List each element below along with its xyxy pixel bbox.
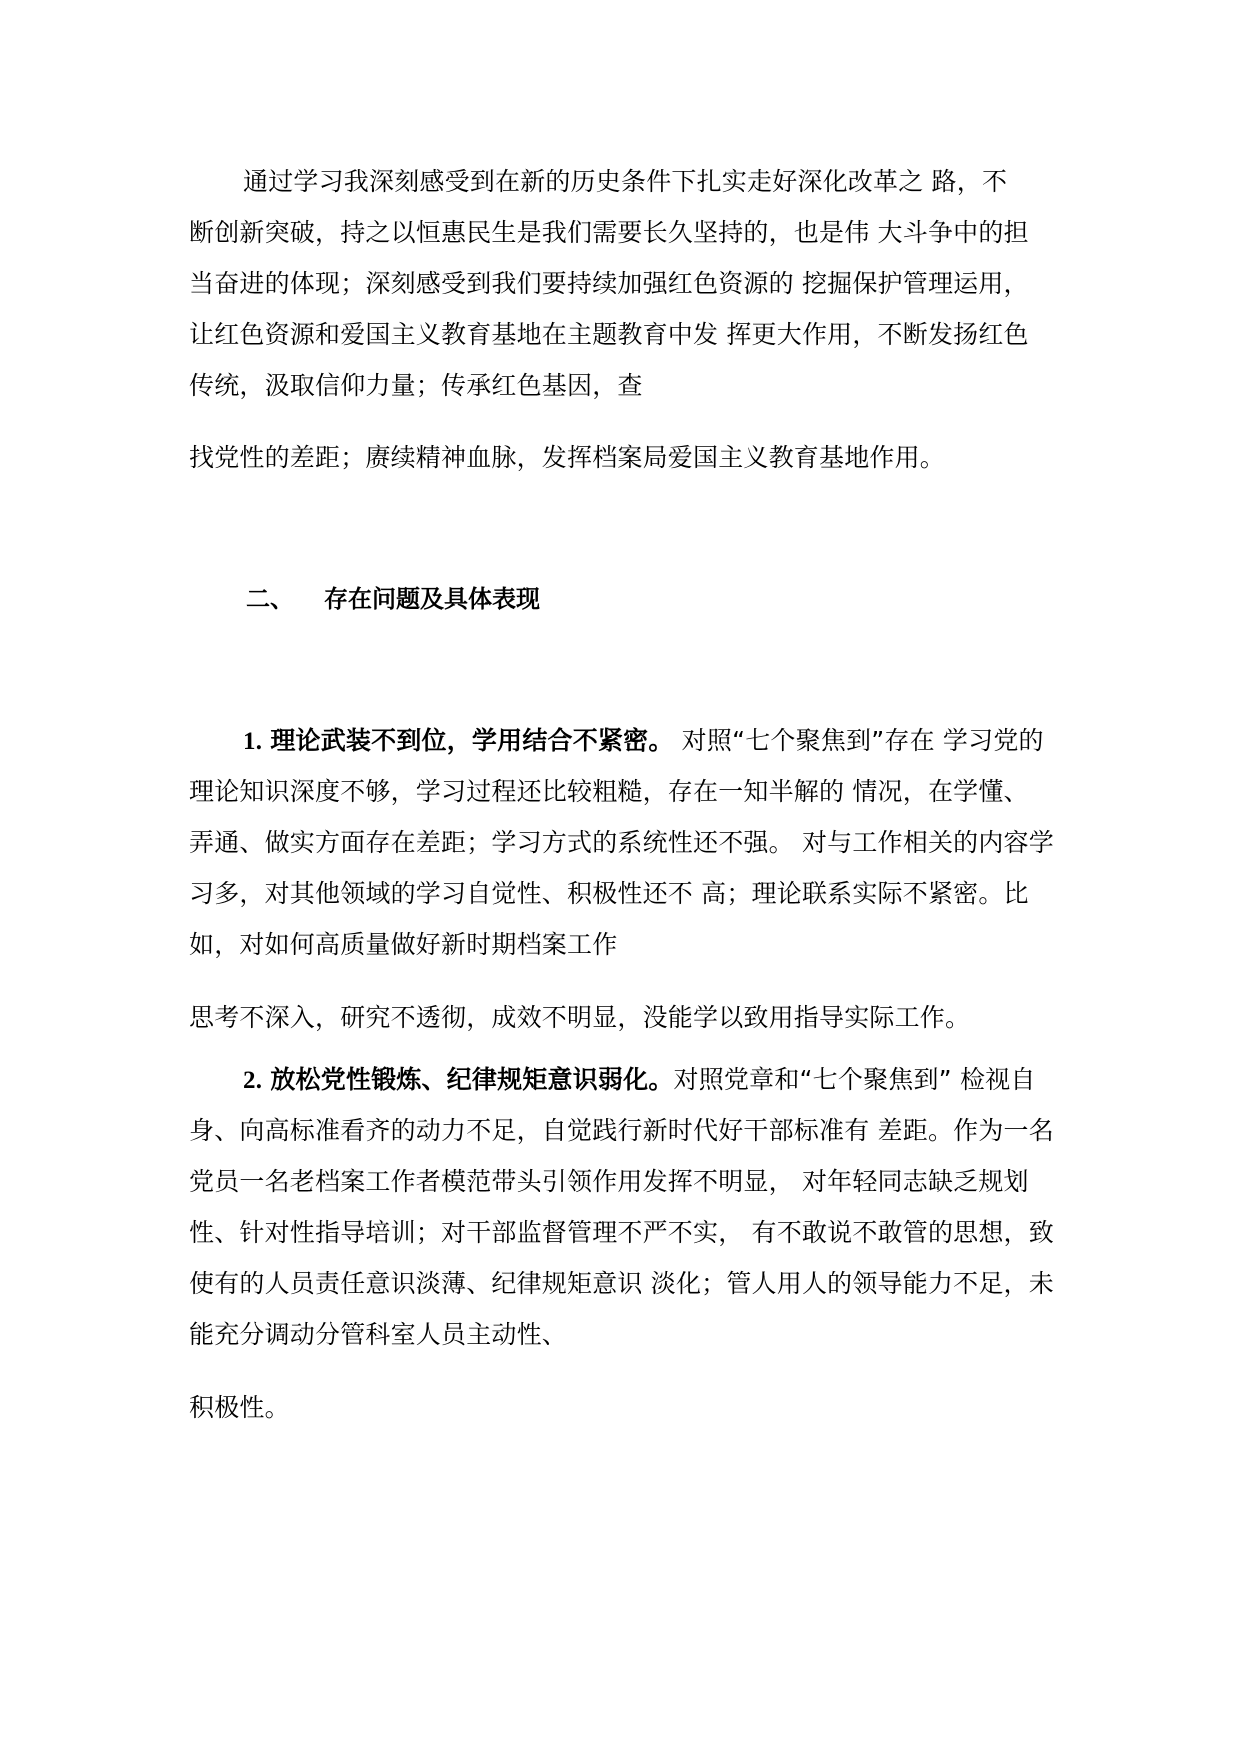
paragraph-line: 找党性的差距；赓续精神血脉，发挥档案局爱国主义教育基地作用。 — [189, 443, 946, 472]
item-line: 如，对如何高质量做好新时期档案工作 — [189, 930, 618, 959]
section-heading — [246, 584, 540, 614]
paragraph-line: 当奋进的体现；深刻感受到我们要持续加强红色资源的 挖掘保护管理运用， — [189, 269, 1029, 298]
paragraph-line: 让红色资源和爱国主义教育基地在主题教育中发 挥更大作用，不断发扬红色 — [189, 320, 1029, 349]
item-line: 理论知识深度不够，学习过程还比较粗糙，存在一知半解的 情况，在学懂、 — [189, 777, 1029, 806]
item-title: 放松党性锻炼、纪律规矩意识弱化。 — [270, 1065, 674, 1094]
item-line: 使有的人员责任意识淡薄、纪律规矩意识 淡化；管人用人的领导能力不足，未 — [189, 1269, 1054, 1298]
item-text: 对照“七个聚焦到”存在 学习党的 — [673, 726, 1044, 755]
item-number: 2. — [243, 1067, 263, 1094]
item-title: 理论武装不到位，学用结合不紧密。 — [270, 726, 674, 755]
item-line: 能充分调动分管科室人员主动性、 — [189, 1320, 568, 1349]
item-text: 对照党章和“七个聚焦到” 检视自 — [673, 1065, 1036, 1094]
item-line: 习多，对其他领域的学习自觉性、积极性还不 高；理论联系实际不紧密。比 — [189, 879, 1029, 908]
item-line: 身、向高标准看齐的动力不足，自觉践行新时代好干部标准有 差距。作为一名 — [189, 1116, 1054, 1145]
paragraph-line: 断创新突破，持之以恒惠民生是我们需要长久坚持的，也是伟 大斗争中的担 — [189, 218, 1029, 247]
item-line: 思考不深入，研究不透彻，成效不明显，没能学以致用指导实际工作。 — [189, 1003, 971, 1032]
item-line — [243, 1065, 1036, 1096]
item-number: 1. — [243, 728, 263, 755]
item-line: 积极性。 — [189, 1393, 290, 1422]
paragraph-line: 通过学习我深刻感受到在新的历史条件下扎实走好深化改革之 路，不 — [243, 167, 1008, 196]
item-line — [243, 726, 1044, 757]
section-number: 二、 — [246, 585, 294, 613]
paragraph-line: 传统，汲取信仰力量；传承红色基因，查 — [189, 371, 643, 400]
item-line: 党员一名老档案工作者模范带头引领作用发挥不明显， 对年轻同志缺乏规划 — [189, 1167, 1029, 1196]
section-title: 存在问题及具体表现 — [324, 585, 540, 613]
item-line: 弄通、做实方面存在差距；学习方式的系统性还不强。 对与工作相关的内容学 — [189, 828, 1054, 857]
item-line: 性、针对性指导培训；对干部监督管理不严不实， 有不敢说不敢管的思想，致 — [189, 1218, 1054, 1247]
